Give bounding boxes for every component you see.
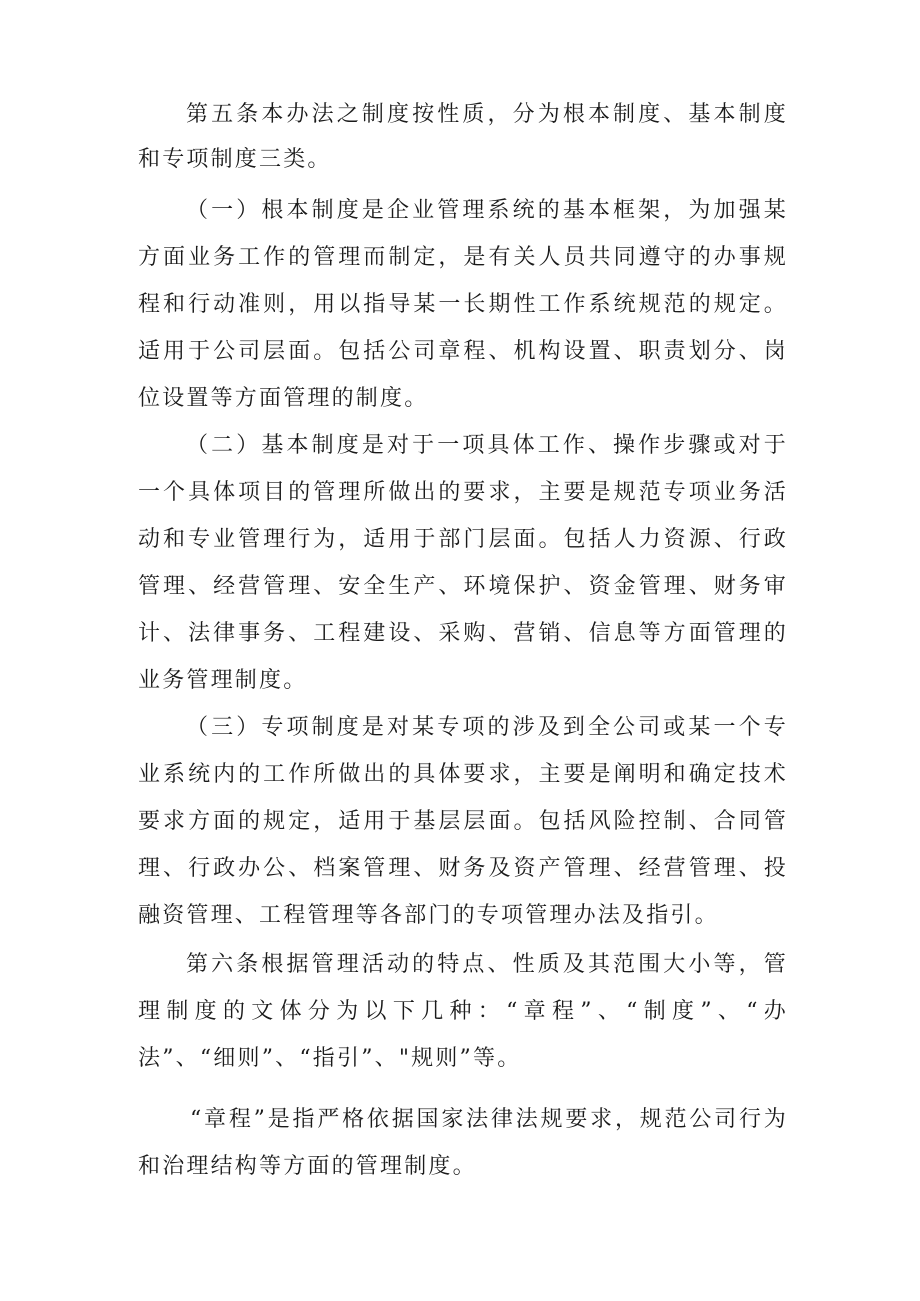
paragraph-fundamental-system: （一）根本制度是企业管理系统的基本框架，为加强某方面业务工作的管理而制定，是有关人员共同遵守的办事规程和行动准则，用以指导某一长期性工作系统规范的规定。适用于公司层面。包括公司章程、机构设置、职责划分、岗位设置等方面管理的制度。 (138, 198, 788, 411)
paragraph-article-6: 第六条根据管理活动的特点、性质及其范围大小等，管理制度的文体分为以下几种：“章程”、“制度”、“办法”、“细则”、“指引”、"规则”等。 (138, 952, 788, 1071)
paragraph-charter-definition: “章程”是指严格依据国家法律法规要求，规范公司行为和治理结构等方面的管理制度。 (138, 1107, 788, 1179)
paragraph-special-system: （三）专项制度是对某专项的涉及到全公司或某一个专业系统内的工作所做出的具体要求，主要是阐明和确定技术要求方面的规定，适用于基层层面。包括风险控制、合同管理、行政办公、档案管理、财务及资产管理、经营管理、投融资管理、工程管理等各部门的专项管理办法及指引。 (138, 715, 788, 928)
paragraph-basic-system: （二）基本制度是对于一项具体工作、操作步骤或对于一个具体项目的管理所做出的要求，主要是规范专项业务活动和专业管理行为，适用于部门层面。包括人力资源、行政管理、经营管理、安全生产、环境保护、资金管理、财务审计、法律事务、工程建设、采购、营销、信息等方面管理的业务管理制度。 (138, 433, 788, 693)
document-page (138, 92, 788, 1190)
paragraph-article-5: 第五条本办法之制度按性质，分为根本制度、基本制度和专项制度三类。 (138, 102, 788, 172)
